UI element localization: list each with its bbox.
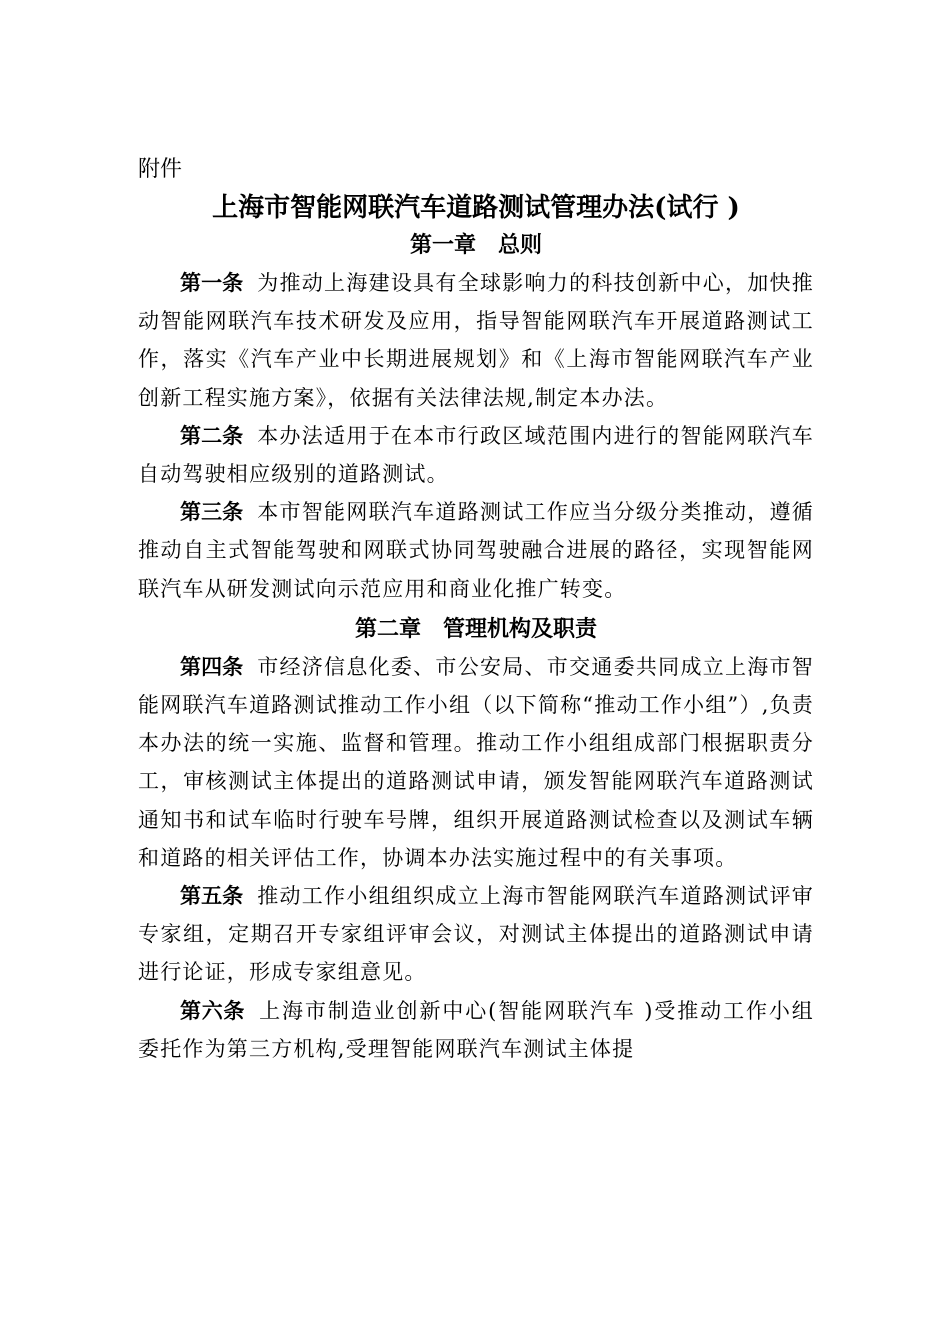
article-number: 第六条 bbox=[180, 998, 246, 1023]
article-text: 本办法适用于在本市行政区域范围内进行的智能网联汽车自动驾驶相应级别的道路测试。 bbox=[138, 423, 815, 487]
article-number: 第三条 bbox=[180, 500, 244, 525]
article-number: 第五条 bbox=[180, 884, 244, 909]
article-text: 推动工作小组组织成立上海市智能网联汽车道路测试评审专家组，定期召开专家组评审会议，对测试主体提出的道路测试申请进行论证，形成专家组意见。 bbox=[138, 884, 815, 985]
article-3 bbox=[138, 493, 814, 608]
article-number: 第一条 bbox=[180, 271, 244, 295]
article-text: 市经济信息化委、市公安局、市交通委共同成立上海市智能网联汽车道路测试推动工作小组（以下简称“推动工作小组”）,负责本办法的统一实施、监督和管理。推动工作小组组成部门根据职责分工，审核测试主体提出的道路测试申请，颁发智能网联汽车道路测试通知书和试车临时行驶车号牌，组织开展道路测试检查以及测试车辆和道路的相关评估工作，协调本办法实施过程中的有关事项。 bbox=[138, 654, 815, 870]
article-6 bbox=[138, 992, 814, 1068]
article-2 bbox=[138, 417, 814, 493]
attachment-label: 附件 bbox=[138, 157, 183, 182]
article-text: 上海市制造业创新中心(智能网联汽车 )受推动工作小组委托作为第三方机构,受理智能网联汽车测试主体提 bbox=[138, 998, 815, 1061]
article-number: 第二条 bbox=[180, 423, 244, 448]
chapter-1 bbox=[138, 228, 814, 608]
article-text: 为推动上海建设具有全球影响力的科技创新中心，加快推动智能网联汽车技术研发及应用，指导智能网联汽车开展道路测试工作，落实《汽车产业中长期进展规划》和《上海市智能网联汽车产业创新工程实施方案》，依据有关法律法规,制定本办法。 bbox=[138, 271, 815, 410]
article-1 bbox=[138, 264, 814, 417]
document-title: 上海市智能网联汽车道路测试管理办法(试行 ) bbox=[212, 193, 740, 223]
article-text: 本市智能网联汽车道路测试工作应当分级分类推动，遵循推动自主式智能驾驶和网联式协同驾驶融合进展的路径，实现智能网联汽车从研发测试向示范应用和商业化推广转变。 bbox=[138, 500, 815, 601]
chapter-heading: 第一章 总则 bbox=[409, 233, 542, 258]
article-4 bbox=[138, 648, 814, 877]
document-body bbox=[138, 152, 814, 1068]
article-5 bbox=[138, 877, 814, 992]
chapter-2 bbox=[138, 612, 814, 1068]
article-number: 第四条 bbox=[180, 654, 244, 679]
chapter-heading: 第二章 管理机构及职责 bbox=[354, 616, 597, 642]
